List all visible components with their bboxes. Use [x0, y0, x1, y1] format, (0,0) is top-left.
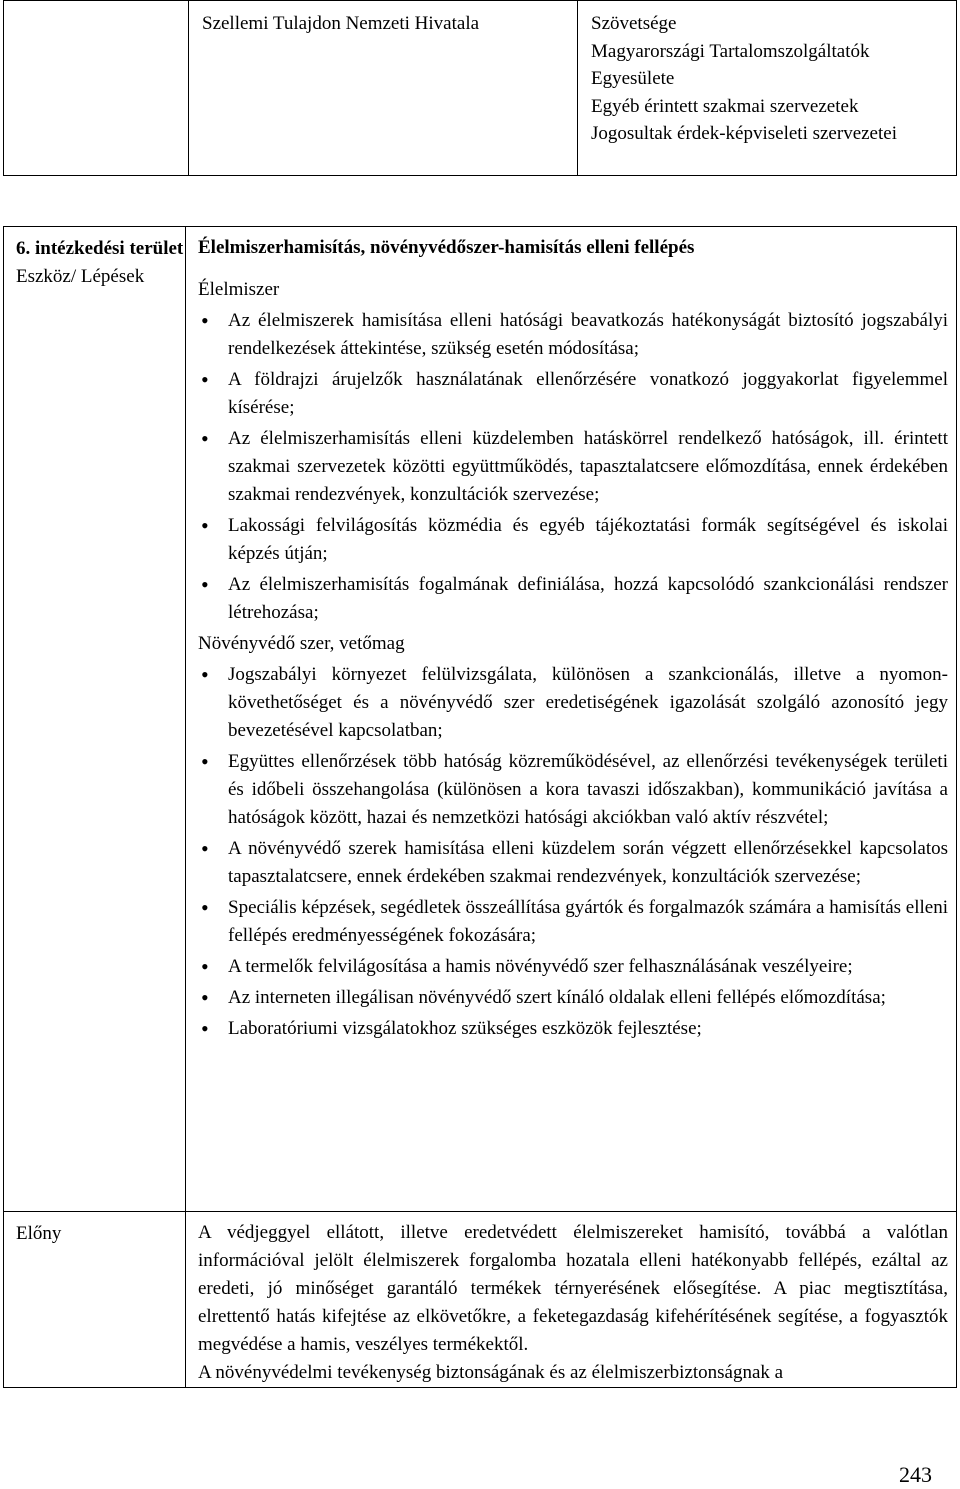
- list-item: • Laboratóriumi vizsgálatokhoz szükséges eszközök fejlesztése;: [198, 1015, 948, 1043]
- list-item: • Jogszabályi környezet felülvizsgálata, különösen a szankcionálás, illetve a nyomon-követhetőséget és a növényvédő szer eredetiségének igazolását szolgáló azonosító jegy bevezetésével kapcsolatban;: [198, 661, 948, 745]
- header-left-cell: [4, 1, 189, 176]
- header-table: [3, 0, 957, 176]
- list-item: • Az élelmiszerek hamisítása elleni hatósági beavatkozás hatékonyságát biztosító jogszabályi rendelkezések áttekintése, szükség esetén módosítása;: [198, 307, 948, 363]
- header-middle-cell: [189, 1, 578, 176]
- list-item: • Az interneten illegálisan növényvédő szert kínáló oldalak elleni fellépés előmozdítása;: [198, 984, 948, 1012]
- authority-name: Szellemi Tulajdon Nemzeti Hivatala: [202, 13, 480, 34]
- benefit-label: Előny: [16, 1223, 62, 1244]
- plant-list: [198, 661, 948, 1043]
- benefit-paragraph: A növényvédelmi tevékenység biztonságának és az élelmiszerbiztonságnak a: [198, 1362, 784, 1383]
- food-list: [198, 307, 948, 627]
- benefit-paragraph: A védjeggyel ellátott, illetve eredetvédett élelmiszereket hamisító, továbbá a valótlan információval jelölt élelmiszerek forgalomba hozatala elleni hatékonyabb fellépés, ezáltal az eredeti, jó minőséget garantáló termékek térnyerésének elősegítése. A piac megtisztítása, elrettentő hatás kifejtése az elkövetőkre, a feketegazdaság kifehérítésének segítése, a fogyasztók megvédése a hamis, veszélyes termékektől.: [198, 1222, 948, 1355]
- list-item: • A növényvédő szerek hamisítása elleni küzdelem során végzett ellenőrzésekkel kapcsolatos tapasztalatcsere, ennek érdekében szakmai rendezvények, konzultációk szervezése;: [198, 835, 948, 891]
- list-item: • A termelők felvilágosítása a hamis növényvédő szer felhasználásának veszélyeire;: [198, 953, 948, 981]
- list-item: • Együttes ellenőrzések több hatóság közreműködésével, az ellenőrzési tevékenységek területi és időbeli összehangolása (különösen a kora tavaszi időszakban), kommunikáció javítása a hatóságok között, hazai és nemzetközi hatósági akciókban való aktív részvétel;: [198, 748, 948, 832]
- food-heading: Élelmiszer: [198, 279, 280, 300]
- plant-heading: Növényvédő szer, vetőmag: [198, 633, 405, 654]
- header-right-cell: [578, 1, 957, 176]
- list-item: • Az élelmiszerhamisítás elleni küzdelemben hatáskörrel rendelkező hatóságok, ill. érintett szakmai szervezetek közötti együttműködés, tapasztalatcsere előmozdítása, ennek érdekében szakmai rendezvények, konzultációk szervezése;: [198, 425, 948, 509]
- list-item: • A földrajzi árujelzők használatának ellenőrzésére vonatkozó joggyakorlat figyelemmel kísérése;: [198, 366, 948, 422]
- benefit-label-cell: [4, 1212, 186, 1388]
- partner-item: Egyéb érintett szakmai szervezetek: [591, 95, 859, 117]
- benefit-content-cell: [186, 1212, 957, 1388]
- partner-item: Magyarországi Tartalomszolgáltatók Egyesülete: [591, 40, 870, 89]
- measure-table: [3, 226, 957, 1388]
- measure-title: Élelmiszerhamisítás, növényvédőszer-hamisítás elleni fellépés: [198, 237, 695, 258]
- left-label-cell: [4, 227, 186, 1212]
- tools-content-cell: [186, 227, 957, 1212]
- partner-list: [579, 2, 955, 148]
- partner-item: Szövetsége: [591, 13, 677, 34]
- list-item: • Az élelmiszerhamisítás fogalmának definiálása, hozzá kapcsolódó szankcionálási rendszer létrehozása;: [198, 571, 948, 627]
- tools-label: Eszköz/ Lépések: [16, 266, 145, 287]
- partner-item: Jogosultak érdek-képviseleti szervezetei: [591, 123, 897, 144]
- page-number: 243: [899, 1462, 932, 1487]
- list-item: • Lakossági felvilágosítás közmédia és egyéb tájékoztatási formák segítségével és iskolai képzés útján;: [198, 512, 948, 568]
- list-item: • Speciális képzések, segédletek összeállítása gyártók és forgalmazók számára a hamisítás elleni fellépés eredményességének fokozására;: [198, 894, 948, 950]
- area-label: 6. intézkedési terület: [16, 238, 184, 259]
